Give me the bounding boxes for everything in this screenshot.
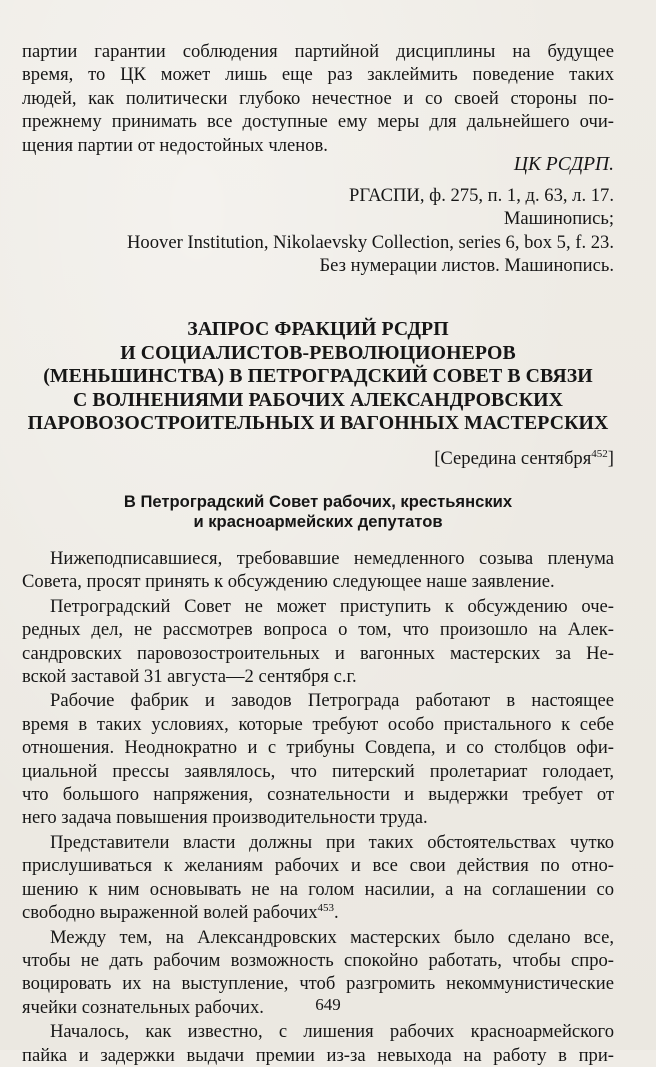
title-line: С ВОЛНЕНИЯМИ РАБОЧИХ АЛЕКСАНДРОВСКИХ (72, 388, 564, 411)
paragraph (22, 1020, 614, 1067)
text-line: него задача повышения производительности труда. (22, 807, 428, 829)
paragraph (22, 547, 614, 594)
text-line: прежнему принимать все доступные ему меры для дальнейшего очи- (22, 111, 614, 133)
text-line: Совета, просят принять к обсуждению следующее наше заявление. (22, 571, 555, 593)
document-title (22, 318, 614, 436)
text-line: вской заставой 31 августа—2 сентября с.г. (22, 666, 357, 688)
signature-block (22, 153, 614, 176)
text-line: отношения. Неоднократно и с трибуны Совдепа, и со столбцов офи- (22, 737, 614, 759)
archival-sources (22, 184, 614, 278)
text-line: Между тем, на Александровских мастерских было сделано все, (50, 926, 614, 948)
paragraph (22, 831, 614, 925)
text-line: щения партии от недостойных членов. (22, 134, 328, 156)
page-number: 649 (315, 995, 341, 1014)
addressee-line: В Петроградский Совет рабочих, крестьянских (123, 492, 513, 511)
text-line: сандровских паровозостроительных и вагонных мастерских за Не- (22, 642, 614, 664)
signature: ЦК РСДРП. (513, 154, 614, 175)
title-line: (МЕНЬШИНСТВА) В ПЕТРОГРАДСКИЙ СОВЕТ В СВЯЗИ (43, 365, 593, 388)
title-line: ЗАПРОС ФРАКЦИЙ РСДРП (187, 318, 449, 340)
title-line: ПАРОВОЗОСТРОИТЕЛЬНЫХ И ВАГОННЫХ МАСТЕРСКИХ (27, 412, 609, 435)
text-line: время в таких условиях, которые требуют особо пристального к себе (22, 713, 614, 735)
text-line: воцировать их на выступление, чтоб разгромить некоммунистические (22, 973, 614, 995)
text-line: людей, как политически глубоко нечестное и со своей стороны по- (22, 87, 614, 109)
top-paragraph (22, 40, 614, 157)
text-line: Петроградский Совет не может приступить к обсуждению оче- (50, 595, 614, 617)
footnote-ref: 452 (591, 448, 608, 460)
text-line: Нижеподписавшиеся, требовавшие немедленного созыва пленума (50, 548, 614, 569)
text-line: Представители власти должны при таких обстоятельствах чутко (50, 831, 614, 853)
text-line: время, то ЦК может лишь еще раз заклеймить поведение таких (22, 64, 614, 86)
source-line: Без нумерации листов. Машинопись. (319, 255, 614, 277)
text-line: Началось, как известно, с лишения рабочих красноармейского (50, 1021, 614, 1043)
text-line: редных дел, не рассмотрев вопроса о том, что произошло на Алек- (22, 619, 614, 641)
text-line: чтобы не дать рабочим возможность спокойно работать, чтобы спро- (22, 949, 614, 971)
text-line: ячейки сознательных рабочих. (22, 996, 264, 1018)
title-line: И СОЦИАЛИСТОВ-РЕВОЛЮЦИОНЕРОВ (120, 341, 516, 364)
text-line: шению к ним основывать не на голом насилии, а на соглашении со (22, 878, 614, 900)
body-text (22, 547, 614, 1067)
source-line: РГАСПИ, ф. 275, п. 1, д. 63, л. 17. (349, 185, 614, 206)
text-line: Рабочие фабрик и заводов Петрограда работают в настоящее (50, 690, 614, 712)
text-line: партии гарантии соблюдения партийной дисциплины на будущее (22, 41, 614, 62)
text-line: прислушиваться к желаниям рабочих и все свои действия по отно- (22, 855, 614, 877)
addressee (22, 492, 614, 532)
text-line: что большого напряжения, сознательности и выдержки требует от (22, 784, 614, 806)
text-line: свободно выраженной волей рабочих (22, 902, 318, 924)
text-line: пайка и задержки выдачи премии из-за невыхода на работу в при- (22, 1044, 614, 1066)
footnote-ref: 453 (317, 902, 335, 915)
sentence-end: . (334, 902, 339, 924)
addressee-line: и красноармейских депутатов (193, 512, 443, 531)
paragraph (22, 595, 614, 689)
date-text: [Середина сентября (434, 448, 592, 469)
source-line: Машинопись; (503, 208, 614, 230)
text-line: циальной прессы заявлялось, что питерский пролетариат голодает, (22, 760, 614, 782)
source-line: Hoover Institution, Nikolaevsky Collection, series 6, box 5, f. 23. (127, 231, 614, 253)
document-date (22, 447, 614, 470)
paragraph (22, 689, 614, 829)
date-close: ] (607, 448, 614, 469)
